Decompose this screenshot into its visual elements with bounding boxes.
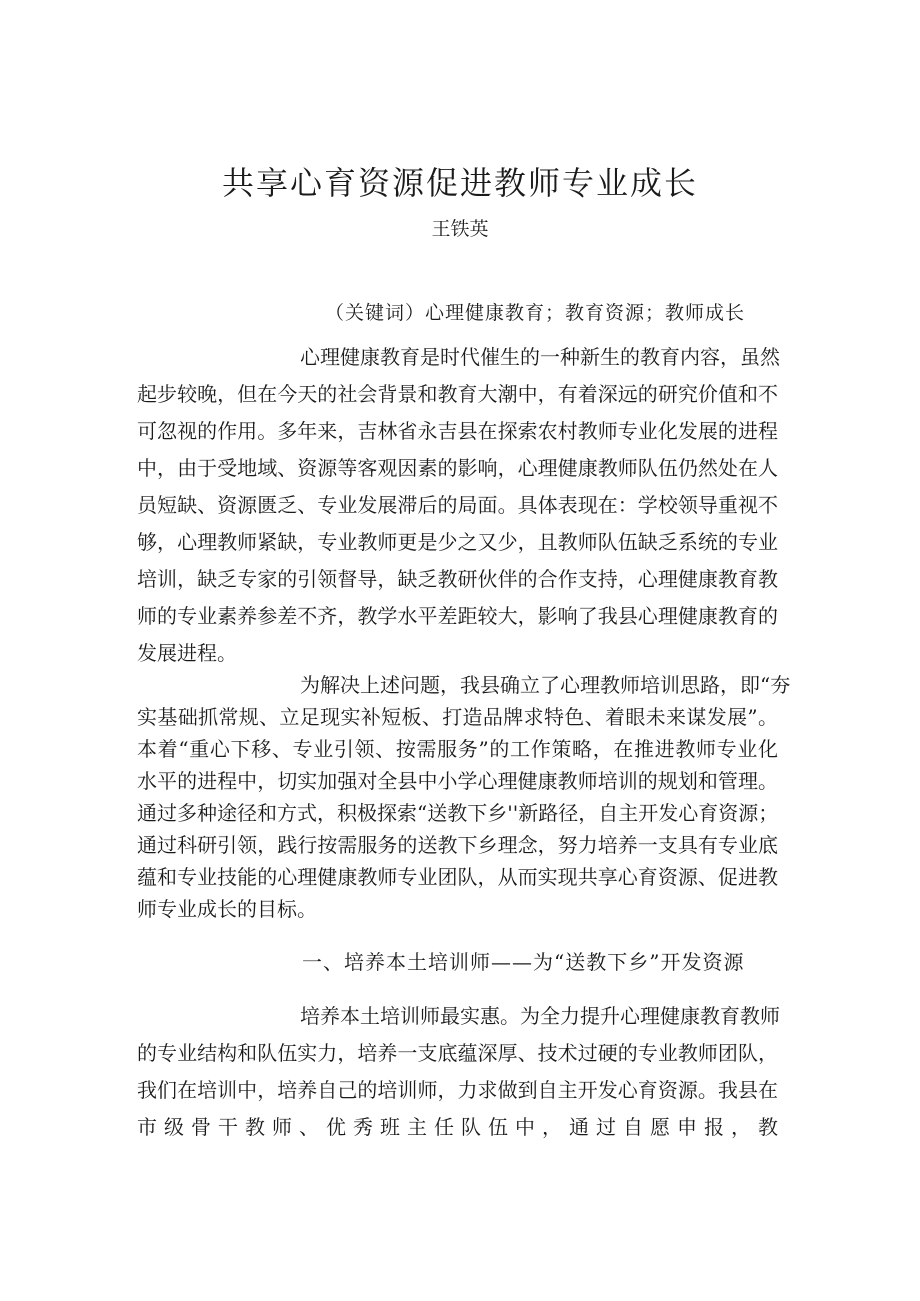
text-line: 通过科研引领，践行按需服务的送教下乡理念，努力培养一支具有专业底 [137,833,778,857]
author-name: 王铁英 [431,218,489,240]
text-line: 中，由于受地域、资源等客观因素的影响，心理健康教师队伍仍然处在人 [137,456,778,480]
text-line: 水平的进程中，切实加强对全县中小学心理健康教师培训的规划和管理。 [137,769,778,793]
text-line: 实基础抓常规、立足现实补短板、打造品牌求特色、着眼未来谋发展”。 [137,705,778,729]
text-line: 市级骨干教师、优秀班主任队伍中，通过自愿申报，教 [137,1115,778,1139]
text-line: 为解决上述问题，我县确立了心理教师培训思路，即“夯 [300,673,791,697]
text-line: 员短缺、资源匮乏、专业发展滞后的局面。具体表现在：学校领导重视不 [137,493,778,517]
text-line: 蕴和专业技能的心理健康教师专业团队，从而实现共享心育资源、促进教 [137,865,778,889]
text-line: 的专业结构和队伍实力，培养一支底蕴深厚、技术过硬的专业教师团队， [137,1041,778,1065]
text-line: 本着“重心下移、专业引领、按需服务”的工作策略，在推进教师专业化 [137,737,778,761]
keywords: （关键词）心理健康教育；教育资源；教师成长 [325,302,746,324]
text-line: 发展进程。 [137,641,237,665]
text-line: 通过多种途径和方式，积极探索“送教下乡''新路径，自主开发心育资源； [137,801,779,825]
document-title: 共享心育资源促进教师专业成长 [221,164,698,202]
paragraph-section-one [137,998,778,1146]
text-line: 培养本土培训师最实惠。为全力提升心理健康教育教师 [300,1004,780,1028]
text-line: 我们在培训中，培养自己的培训师，力求做到自主开发心育资源。我县在 [137,1078,778,1102]
text-line: 起步较晚，但在今天的社会背景和教育大潮中，有着深远的研究价值和不 [137,382,778,406]
paragraph-approach [137,669,791,925]
paragraph-intro [137,339,778,672]
text-line: 够，心理教师紧缺，专业教师更是少之又少，且教师队伍缺乏系统的专业 [137,530,778,554]
text-line: 可忽视的作用。多年来，吉林省永吉县在探索农村教师专业化发展的进程 [137,419,778,443]
text-line: 师的专业素养参差不齐，教学水平差距较大，影响了我县心理健康教育的 [137,604,778,628]
text-line: 心理健康教育是时代催生的一种新生的教育内容，虽然 [300,345,780,369]
section-heading: 一、培养本土培训师——为“送教下乡”开发资源 [302,950,745,974]
text-line: 培训，缺乏专家的引领督导，缺乏教研伙伴的合作支持，心理健康教育教 [137,567,778,591]
text-line: 师专业成长的目标。 [137,897,317,921]
